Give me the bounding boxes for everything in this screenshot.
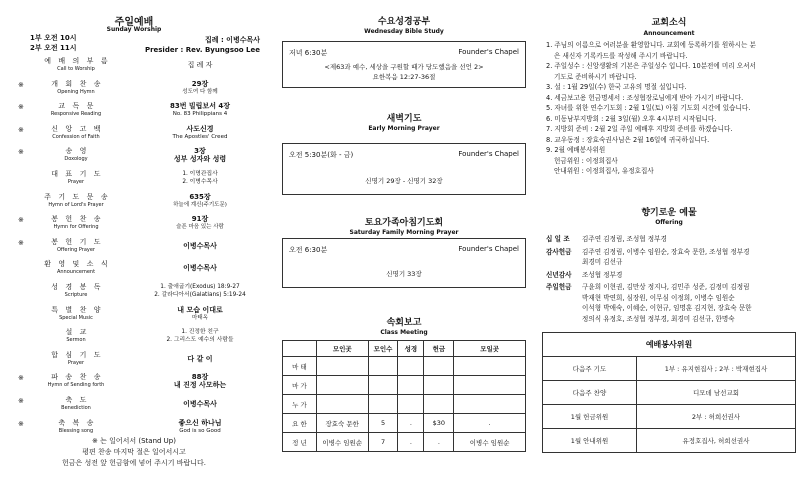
offering-names-line: 구윤희 이현권, 김만상 정지나, 김민주 성준, 김정미 김정림 (582, 283, 750, 291)
class-name-cell: 마 가 (283, 376, 317, 395)
worship-column (0, 0, 268, 485)
worship-item-value (135, 147, 265, 163)
worship-item-label-ko: 봉 헌 찬 송 (51, 215, 101, 224)
offering-label: 감사헌금 (546, 247, 572, 256)
worship-item-label (28, 396, 124, 411)
worship-item (0, 351, 268, 373)
offering-names (582, 234, 796, 245)
stand-up-mark: ※ (18, 125, 24, 134)
class-name-cell: 정 년 (283, 433, 317, 452)
class-meeting-header-cell: 헌금 (424, 341, 454, 357)
offering-subtitle: Offering (655, 219, 683, 226)
class-meeting-cell (316, 376, 368, 395)
wednesday-title: 수요성경공부 (377, 17, 431, 27)
worship-item-label (28, 193, 124, 208)
class-meeting-cell: . (398, 433, 424, 452)
worship-item-value-sub: No. 83 Philippians 4 (172, 111, 228, 118)
dawn-box (282, 143, 526, 195)
stand-up-mark: ※ (18, 216, 24, 225)
offering-label: 신년감사 (546, 270, 572, 279)
worship-item (0, 283, 268, 305)
worship-item-label (28, 170, 124, 185)
class-meeting-row (283, 395, 526, 414)
worship-item-value (135, 80, 265, 96)
service-committee-header-row (543, 333, 796, 357)
worship-item-value-sub: 2. 이병수목사 (182, 179, 218, 185)
worship-item (0, 57, 268, 79)
class-meeting-cell (316, 357, 368, 376)
class-name-cell: 누 가 (283, 395, 317, 414)
worship-item-label (28, 306, 124, 321)
worship-item-label-en: Doxology (64, 156, 88, 163)
announcement-line: 2. 주일성수 : 신앙생활의 기본은 주일성수 입니다. 10분전에 미리 오셔서 (546, 62, 756, 70)
worship-item-value-sub: 2. 그리스도 예수의 사람들 (166, 337, 234, 344)
worship-item-label (28, 283, 124, 298)
service-committee-row (543, 405, 796, 429)
class-meeting-row (283, 376, 526, 395)
footer-line-1: 평편 찬송 마지막 절은 일어서시고 (82, 448, 186, 456)
stand-up-mark: ※ (18, 103, 24, 112)
worship-item-value-main: 635장 (189, 192, 211, 201)
worship-item-label-ko: 환 영 및 소 식 (44, 260, 108, 269)
class-meeting-cell: 장효숙 문한 (316, 414, 368, 433)
offering-label: 십 일 조 (546, 235, 570, 243)
worship-item-value (135, 328, 265, 344)
announcement-line: 기도로 준비하시기 바랍니다. (554, 72, 637, 81)
worship-title: 주일예배 (114, 17, 154, 28)
stand-up-mark: ※ (18, 148, 24, 157)
presider-en: Presider : Rev. Byungsoo Lee (144, 46, 260, 54)
service-role-cell: 1월 헌금위원 (543, 405, 637, 429)
announcement-line: 9. 2월 예배봉사위원 (546, 146, 606, 154)
offering-group (546, 270, 796, 281)
worship-item-label-ko: 성 경 봉 독 (51, 283, 101, 291)
service-role-cell: 다음주 찬양 (543, 381, 637, 405)
worship-item-value (135, 264, 265, 272)
stand-up-mark: ※ (18, 80, 24, 89)
wednesday-subtitle: Wednesday Bible Study (364, 28, 444, 35)
worship-item-label-en: Prayer (67, 179, 85, 185)
worship-item-label-ko: 개 회 찬 송 (51, 79, 101, 88)
weekly-column (278, 0, 530, 485)
worship-item-label-ko: 송 영 (65, 147, 87, 156)
worship-item-value-sub: 성부 성자와 성령 (173, 155, 227, 164)
saturday-place: Founder's Chapel (458, 245, 519, 253)
worship-item (0, 328, 268, 350)
class-name-cell: 마 태 (283, 357, 317, 376)
worship-item-value (135, 373, 265, 389)
worship-item-value-main: 29장 (191, 79, 209, 88)
offering-list (546, 234, 796, 326)
service-committee-table (542, 332, 796, 453)
worship-item (0, 396, 268, 418)
worship-item (0, 80, 268, 102)
offering-names (582, 282, 796, 324)
worship-item-label-en: Hymn for Offering (53, 224, 99, 231)
class-meeting-cell: 7 (368, 433, 398, 452)
worship-item (0, 125, 268, 147)
dawn-place: Founder's Chapel (458, 150, 519, 158)
worship-item-value-main: 83번 빌립보서 4장 (169, 102, 231, 111)
worship-item-value-main: 이병수목사 (183, 264, 217, 273)
worship-item-value-sub: 내 진정 사모하는 (173, 381, 227, 390)
offering-title: 향기로운 예물 (641, 208, 697, 218)
offering-names-line: 김주연 김정림, 조성협 정부경 (582, 235, 667, 243)
worship-item (0, 260, 268, 282)
worship-item-value-main: 이병수목사 (183, 400, 217, 408)
worship-item-label-ko: 대 표 기 도 (51, 170, 101, 178)
worship-item-value-main: 1. 진정한 친구 (181, 329, 219, 336)
service-person-cell: 2부 : 허희선권사 (637, 405, 796, 429)
worship-item-label-en: Opening Hymn (57, 88, 95, 95)
announcement-line: 3. 설 : 1월 29일(수) 한국 고유의 명절 설입니다. (546, 83, 687, 91)
class-meeting-header-cell: 모일곳 (454, 341, 526, 357)
offering-names (582, 247, 796, 268)
stand-up-mark: ※ (18, 397, 24, 405)
worship-item-label (28, 419, 124, 434)
worship-item-label (28, 147, 124, 162)
worship-item-value (135, 215, 265, 231)
worship-item-label-ko: 주 기 도 문 송 (44, 192, 108, 201)
class-meeting-subtitle: Class Meeting (380, 329, 428, 336)
worship-item-value-main: 1. 출애굽기(Exodus) 18:9-27 (160, 284, 240, 290)
worship-item-value (135, 306, 265, 322)
wednesday-box (282, 41, 526, 88)
worship-item-label-ko: 신 앙 고 백 (51, 124, 101, 133)
class-meeting-cell (424, 376, 454, 395)
worship-item (0, 102, 268, 124)
class-meeting-cell (368, 395, 398, 414)
worship-item-label (28, 125, 124, 140)
worship-item-label-en: Confession of Faith (52, 133, 100, 140)
saturday-scripture: 신명기 33장 (386, 270, 422, 278)
worship-item-label-en: Scripture (64, 292, 88, 298)
worship-item-value (135, 283, 265, 299)
worship-item-value-sub: 하늘에 계신(주기도문) (173, 201, 227, 208)
worship-item-label (28, 238, 124, 253)
service-time-1: 1부 오전 10시 (30, 34, 77, 42)
class-meeting-cell: . (454, 414, 526, 433)
worship-item-label-en: Responsive Reading (50, 111, 102, 118)
worship-item-label-en: Hymn of Lord's Prayer (48, 201, 104, 208)
worship-item-value (135, 193, 265, 209)
worship-item (0, 306, 268, 328)
class-meeting-header-cell: 모인수 (368, 341, 398, 357)
worship-item (0, 373, 268, 395)
announcement-line: 1. 주님의 이름으로 여러분을 환영합니다. 교회에 등록하기를 원하시는 분 (546, 41, 756, 49)
service-committee-row (543, 429, 796, 453)
announcement-title: 교회소식 (651, 18, 687, 28)
worship-item-label-en: Special Music (59, 314, 93, 321)
worship-item-label (28, 328, 124, 343)
announcement-line: 7. 지방회 준비 : 2월 2일 주일 예배후 지방회 준비를 하겠습니다. (546, 125, 733, 133)
worship-item-value (135, 355, 265, 363)
presider-ko: 집례 : 이병수목사 (204, 36, 260, 44)
worship-item-value-main: 이병수목사 (183, 241, 217, 250)
worship-item (0, 215, 268, 237)
offering-names-line: 이석형 박애숙, 이혜순, 이현규, 임명훈 김지현, 장효숙 문한 (582, 304, 752, 312)
saturday-box (282, 238, 526, 288)
class-meeting-title: 속회보고 (386, 318, 422, 328)
class-meeting-cell (368, 357, 398, 376)
class-name-cell: 요 한 (283, 414, 317, 433)
worship-item (0, 238, 268, 260)
worship-item-label-ko: 파 송 찬 송 (51, 373, 101, 382)
wednesday-place: Founder's Chapel (458, 48, 519, 56)
worship-item-value-sub: God is so Good (179, 427, 221, 434)
worship-item-label (28, 260, 124, 275)
worship-item (0, 147, 268, 169)
announcement-line: 안내위원 : 이정희집사, 유정호집사 (554, 167, 654, 175)
service-committee-row (543, 357, 796, 381)
worship-item-label-ko: 예 배 의 부 름 (44, 57, 108, 65)
worship-item-value (135, 170, 265, 186)
worship-item-value-main: 사도신경 (186, 124, 214, 133)
announcement-line: 6. 미동남부지방회 : 2월 3일(월) 오후 4시부터 시작됩니다. (546, 114, 717, 123)
service-role-cell: 1월 안내위원 (543, 429, 637, 453)
stand-up-mark: ※ (18, 419, 24, 428)
class-meeting-cell (398, 357, 424, 376)
class-meeting-cell: 이병수 임원순 (454, 433, 526, 452)
announcement-subtitle: Announcement (643, 30, 695, 37)
class-meeting-cell (454, 357, 526, 376)
announcement-list (546, 40, 796, 177)
worship-item-label-ko: 축 복 송 (58, 418, 94, 427)
class-meeting-row (283, 414, 526, 433)
offering-names-line: 김주연 김정림, 이병수 임원순, 장효숙 문한, 조성협 정부경 (582, 247, 750, 256)
offering-names-line: 박재현 박연희, 심장원, 이무심 이정희, 이병수 임원순 (582, 293, 735, 302)
class-meeting-cell (398, 395, 424, 414)
stand-up-mark: ※ (18, 374, 24, 383)
class-meeting-table (282, 340, 526, 452)
class-meeting-cell (454, 395, 526, 414)
worship-item-value (135, 419, 265, 435)
wednesday-scripture: 요한복음 12:27-36절 (372, 73, 436, 81)
worship-item-label-en: Offering Prayer (57, 246, 95, 253)
worship-item-label-ko: 특 별 찬 양 (51, 305, 101, 314)
offering-names-line: 조성협 정부경 (582, 270, 623, 279)
footer-line-2: 헌금은 성전 앞 헌금함에 넣어 주시기 바랍니다. (61, 459, 207, 467)
worship-item-value (135, 125, 265, 141)
worship-item-value (135, 242, 265, 250)
offering-group (546, 234, 796, 245)
saturday-subtitle: Saturday Family Morning Prayer (349, 229, 459, 236)
news-column (538, 0, 800, 485)
class-meeting-header-cell: 성경 (398, 341, 424, 357)
offering-label: 주일헌금 (546, 283, 572, 291)
worship-item-value-main: 다 같 이 (187, 354, 213, 363)
worship-item-label-ko: 교 독 문 (58, 102, 94, 111)
worship-item-label (28, 351, 124, 366)
worship-item-value (135, 61, 265, 69)
class-meeting-cell (316, 395, 368, 414)
class-meeting-cell (454, 376, 526, 395)
announcement-line: 은 새신자 기록카드를 작성해 주시기 바랍니다. (554, 51, 688, 60)
worship-item-label (28, 57, 124, 72)
service-time-2: 2부 오전 11시 (30, 44, 77, 52)
class-meeting-cell: $30 (424, 414, 454, 433)
worship-item-value-sub: 슬픈 마음 있는 사람 (176, 224, 224, 231)
worship-item-value-main: 88장 (191, 373, 209, 382)
saturday-time: 오전 6:30분 (289, 246, 328, 254)
service-person-cell: 1부 : 유지현집사 ; 2부 : 박재현집사 (637, 357, 796, 381)
service-person-cell: 유정호집사, 허희선권사 (637, 429, 796, 453)
wednesday-lesson: <제63과 예수, 세상을 구원할 때가 당도했음을 선언 2> (324, 63, 484, 71)
class-meeting-header-cell (283, 341, 317, 357)
offering-group (546, 247, 796, 268)
worship-item-label-en: Sermon (66, 337, 86, 344)
offering-names (582, 270, 796, 281)
service-committee-row (543, 381, 796, 405)
stand-up-note: ※ 는 일어서서 (Stand Up) (92, 437, 176, 445)
worship-item (0, 170, 268, 192)
worship-item-value (135, 102, 265, 118)
worship-item-value-main: 3장 (194, 147, 206, 156)
class-meeting-cell (424, 395, 454, 414)
worship-item-label-ko: 합 심 기 도 (51, 350, 101, 359)
class-meeting-cell (398, 376, 424, 395)
class-meeting-cell: . (424, 433, 454, 452)
dawn-title: 새벽기도 (386, 114, 422, 124)
class-meeting-cell: . (398, 414, 424, 433)
worship-item-value-main: 내 모습 이대로 (177, 305, 223, 314)
worship-item-label-ko: 축 도 (65, 396, 87, 404)
class-meeting-cell (368, 376, 398, 395)
offering-group (546, 282, 796, 324)
service-committee-title: 예배봉사위원 (543, 333, 796, 357)
announcement-line: 8. 교우동정 : 장효숙권사님은 2월 16일에 귀국하십니다. (546, 135, 710, 144)
class-meeting-header-cell: 모인곳 (316, 341, 368, 357)
offering-names-line: 정의식 유정호, 조성협 정부경, 최경미 김선규, 한명숙 (582, 314, 735, 323)
offering-names-line: 최경미 김선규 (582, 258, 623, 266)
worship-item-value-sub: 2. 갈라디아서(Galatians) 5:19-24 (154, 292, 246, 298)
worship-item-value-sub: The Apostles' Creed (172, 133, 228, 140)
announcement-line: 4. 세금보고용 헌금명세서 : 조성협장로님에게 받아 가시기 바랍니다. (546, 93, 744, 102)
dawn-subtitle: Early Morning Prayer (368, 125, 440, 132)
announcement-line: 5. 자녀를 위한 연수기도회 : 2월 1일(토) 아침 기도회 시간에 있습니다. (546, 104, 751, 112)
worship-item-value-main: 좋으신 하나님 (178, 418, 222, 427)
worship-item-label-en: Hymn of Sending forth (47, 382, 105, 389)
worship-item-label-ko: 봉 헌 기 도 (51, 237, 101, 246)
class-meeting-cell: 이병수 임원순 (316, 433, 368, 452)
class-meeting-row (283, 433, 526, 452)
worship-item-label-en: Announcement (56, 269, 96, 276)
worship-item-label (28, 102, 124, 117)
worship-subtitle: Sunday Worship (106, 26, 162, 33)
worship-item-value-main: 91장 (191, 215, 209, 224)
class-meeting-row (283, 357, 526, 376)
class-meeting-cell (424, 357, 454, 376)
worship-item-label (28, 80, 124, 95)
worship-item-value-sub: 마태옥 (192, 314, 208, 321)
service-person-cell: 디모데 남선교회 (637, 381, 796, 405)
worship-item-label (28, 215, 124, 230)
wednesday-time: 저녁 6:30분 (289, 49, 328, 57)
announcement-line: 헌금위원 : 이정희집사 (554, 156, 618, 165)
worship-item-value (135, 400, 265, 408)
dawn-time: 오전 5:30분(화 - 금) (289, 151, 354, 159)
worship-item-value-sub: 성도여 다 함께 (182, 88, 218, 95)
worship-item-label-en: Benediction (61, 405, 91, 411)
worship-item-label (28, 373, 124, 388)
worship-item-value-main: 집 례 자 (187, 61, 213, 69)
dawn-scripture: 신명기 29장 - 신명기 32장 (365, 177, 443, 185)
worship-item-value-main: 1. 이명관집사 (182, 171, 218, 177)
worship-item-label-ko: 설 교 (65, 328, 87, 337)
worship-item-label-en: Prayer (67, 359, 85, 366)
stand-up-mark: ※ (18, 238, 24, 247)
service-role-cell: 다음주 기도 (543, 357, 637, 381)
class-meeting-header-row (283, 341, 526, 357)
worship-item (0, 193, 268, 215)
saturday-title: 토요가족아침기도회 (364, 218, 444, 228)
class-meeting-cell: 5 (368, 414, 398, 433)
worship-item-label-en: Blessing song (58, 427, 94, 434)
worship-item-label-en: Call to Worship (57, 66, 95, 72)
